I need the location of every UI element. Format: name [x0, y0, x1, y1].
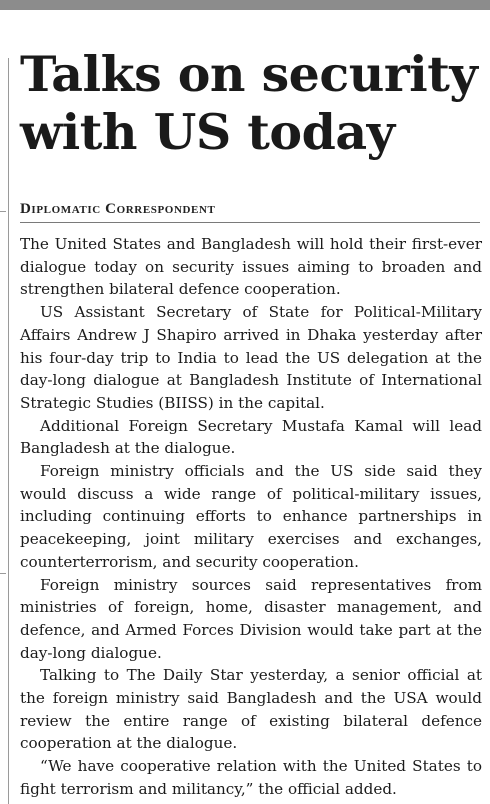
paragraph: Talking to The Daily Star yesterday, a senior official at the foreign ministry said Bangladesh and the USA would review the entire range of existing bilateral defence cooperation at the dialogue. [20, 666, 482, 753]
paragraph: The United States and Bangladesh will hold their first-ever dialogue today on security issues aiming to broaden and strengthen bilateral defence cooperation. [20, 235, 482, 299]
paragraph: “We have cooperative relation with the United States to fight terrorism and militancy,” the official added. [20, 757, 482, 798]
headline: Talks on security with US today [20, 45, 478, 161]
byline: Diplomatic Correspondent [20, 201, 480, 223]
paragraph: US Assistant Secretary of State for Political-Military Affairs Andrew J Shapiro arrived in Dhaka yesterday after his four-day trip to India to lead the US delegation at the day-long dialogue at Bangladesh Institute of International Strategic Studies (BIISS) in the capital. [20, 303, 482, 412]
column-rule [8, 58, 9, 804]
column-tick [0, 573, 6, 574]
column-tick [0, 211, 6, 212]
paragraph: Additional Foreign Secretary Mustafa Kamal will lead Bangladesh at the dialogue. [20, 416, 482, 458]
article-body [20, 233, 482, 801]
paragraph: Foreign ministry officials and the US side said they would discuss a wide range of political-military issues, including continuing efforts to enhance partnerships in peacekeeping, joint military exercises and exchanges, counterterrorism, and security cooperation. [20, 462, 482, 571]
top-rule [0, 0, 490, 10]
paragraph: Foreign ministry sources said representatives from ministries of foreign, home, disaster management, and defence, and Armed Forces Division would take part at the day-long dialogue. [20, 575, 482, 662]
